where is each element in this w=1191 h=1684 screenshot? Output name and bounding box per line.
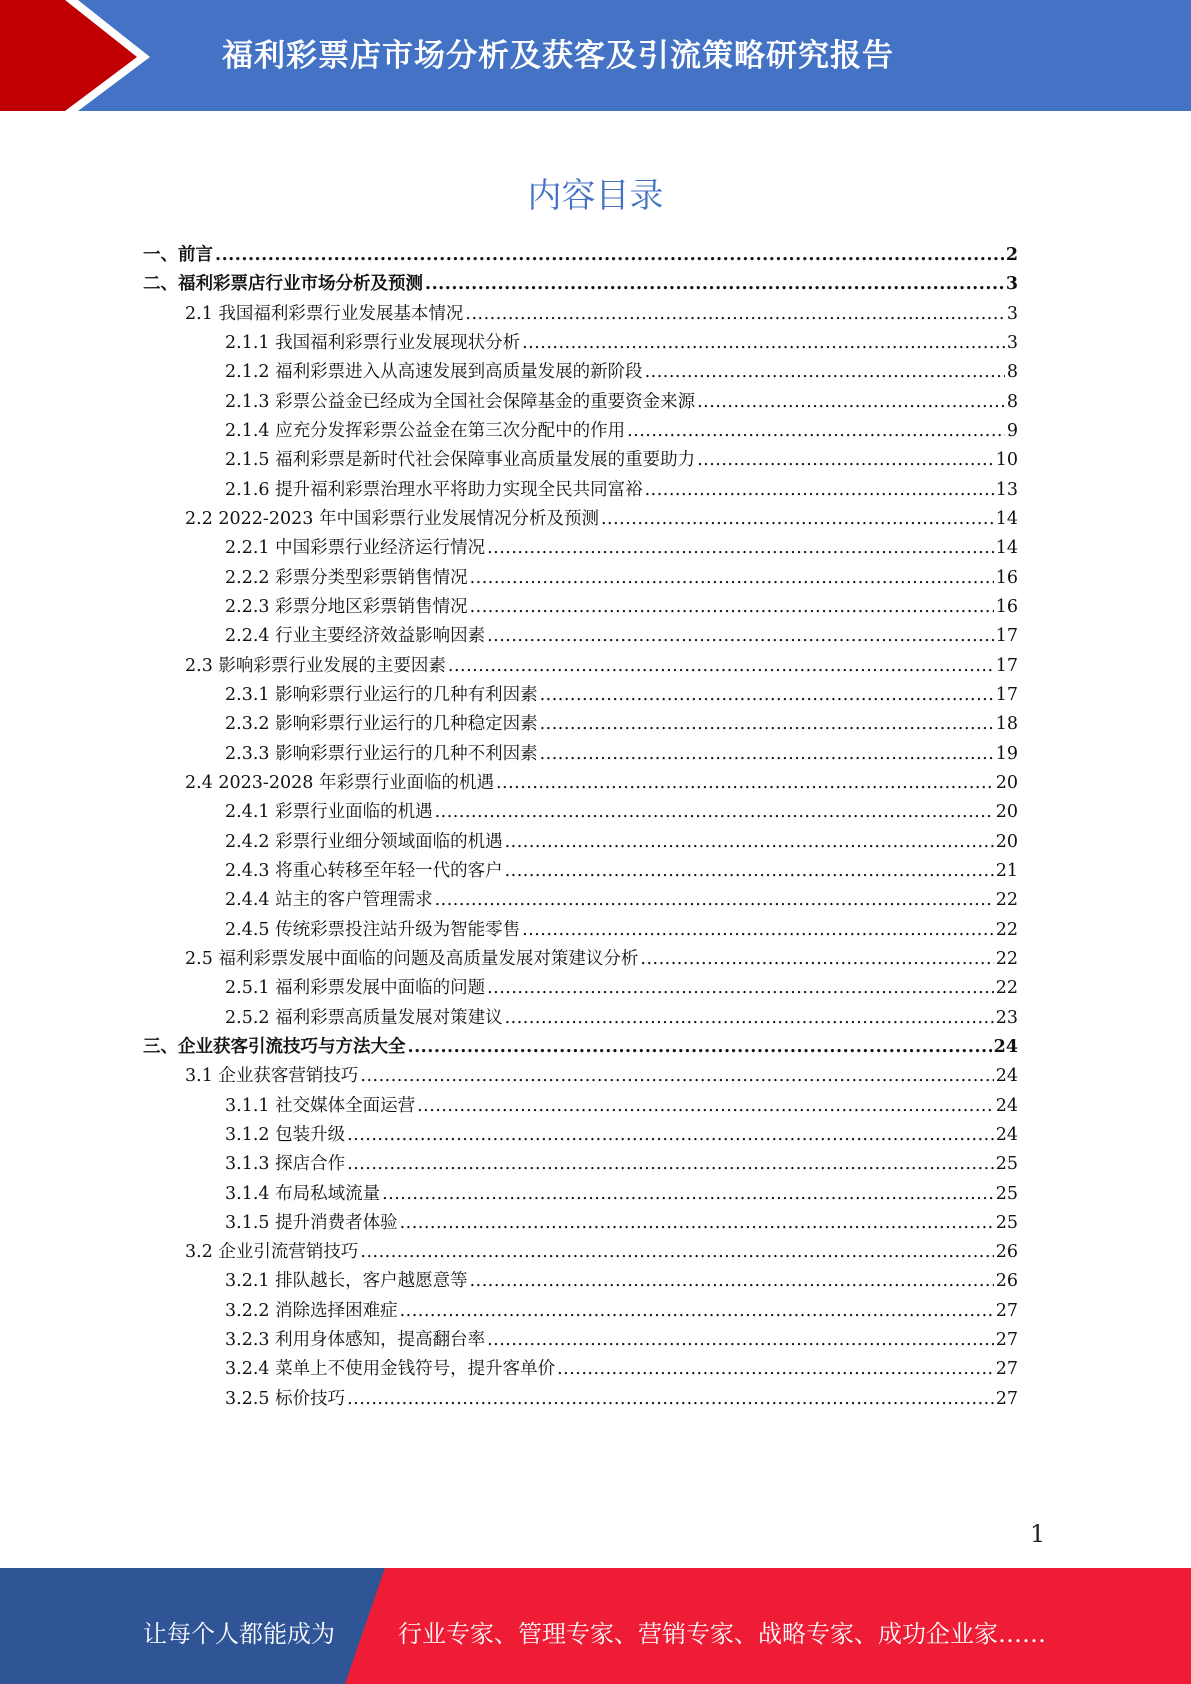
toc-leader-dots [540,714,994,734]
toc-entry-page: 22 [995,919,1018,940]
toc-entry-page: 24 [995,1095,1018,1116]
toc-entry[interactable] [143,505,1018,534]
toc-entry-label: 2.3.3 影响彩票行业运行的几种不利因素 [225,743,538,764]
header-arrow-decoration [0,0,160,111]
toc-entry-label: 2.4.2 彩票行业细分领域面临的机遇 [225,831,503,852]
toc-entry-page: 17 [995,655,1018,676]
toc-leader-dots [435,802,994,822]
toc-entry-page: 3 [1006,303,1018,324]
toc-entry-label: 三、企业获客引流技巧与方法大全 [143,1036,406,1057]
toc-entry[interactable] [143,945,1018,974]
toc-entry-page: 20 [995,831,1018,852]
toc-entry-label: 2.5.2 福利彩票高质量发展对策建议 [225,1007,503,1028]
toc-entry-label: 2.2.1 中国彩票行业经济运行情况 [225,538,486,559]
toc-leader-dots [215,245,1004,265]
toc-entry-page: 22 [995,948,1018,969]
toc-entry-label: 3.2 企业引流营销技巧 [185,1242,359,1263]
toc-leader-dots [382,1184,994,1204]
toc-entry-page: 17 [995,684,1018,705]
toc-entry-page: 16 [995,596,1018,617]
toc-entry-page: 17 [995,626,1018,647]
toc-leader-dots [408,1037,992,1057]
toc-leader-dots [505,1008,994,1028]
toc-entry-label: 3.1 企业获客营销技巧 [185,1066,359,1087]
page-number: 1 [1030,1520,1046,1548]
page-footer [0,1568,1191,1684]
toc-leader-dots [470,1271,994,1291]
toc-leader-dots [435,890,994,910]
toc-leader-dots [645,362,1005,382]
toc-entry[interactable] [143,1033,1018,1062]
toc-entry[interactable] [143,1062,1018,1091]
toc-entry-page: 22 [995,890,1018,911]
toc-entry-page: 26 [995,1242,1018,1263]
toc-entry-label: 2.3.1 影响彩票行业运行的几种有利因素 [225,684,538,705]
toc-entry-label: 3.1.5 提升消费者体验 [225,1212,398,1233]
toc-entry[interactable] [143,564,1018,593]
toc-leader-dots [470,597,994,617]
toc-entry[interactable] [143,593,1018,622]
toc-entry-page: 24 [993,1036,1018,1057]
toc-entry[interactable] [143,1092,1018,1121]
toc-entry-label: 2.3.2 影响彩票行业运行的几种稳定因素 [225,714,538,735]
toc-leader-dots [360,1242,993,1262]
toc-entry[interactable] [143,886,1018,915]
toc-entry-page: 27 [995,1388,1018,1409]
toc-leader-dots [487,626,994,646]
toc-leader-dots [540,744,994,764]
toc-leader-dots [522,333,1005,353]
toc-leader-dots [557,1359,994,1379]
toc-entry-label: 2.3 影响彩票行业发展的主要因素 [185,655,446,676]
toc-entry-label: 2.5.1 福利彩票发展中面临的问题 [225,978,486,999]
toc-entry-page: 13 [995,479,1018,500]
toc-leader-dots [487,538,994,558]
toc-entry-label: 3.2.5 标价技巧 [225,1388,346,1409]
toc-entry[interactable] [143,446,1018,475]
toc-entry[interactable] [143,534,1018,563]
toc-entry-label: 3.2.3 利用身体感知，提高翻台率 [225,1330,486,1351]
toc-entry[interactable] [143,1385,1018,1414]
toc-entry-page: 8 [1006,362,1018,383]
toc-leader-dots [470,568,994,588]
toc-entry-label: 3.2.1 排队越长，客户越愿意等 [225,1271,468,1292]
toc-entry-label: 2.4.1 彩票行业面临的机遇 [225,802,433,823]
toc-entry-page: 22 [995,978,1018,999]
toc-entry-label: 2.2.2 彩票分类型彩票销售情况 [225,567,468,588]
toc-leader-dots [540,685,994,705]
toc-leader-dots [360,1066,993,1086]
toc-entry-label: 2.2 2022-2023 年中国彩票行业发展情况分析及预测 [185,508,599,529]
toc-entry[interactable] [143,1121,1018,1150]
toc-entry-page: 21 [995,860,1018,881]
toc-entry-page: 25 [995,1183,1018,1204]
toc-entry-page: 24 [995,1124,1018,1145]
toc-leader-dots [425,274,1004,294]
toc-entry[interactable] [143,769,1018,798]
toc-entry[interactable] [143,857,1018,886]
toc-entry[interactable] [143,916,1018,945]
toc-entry[interactable] [143,740,1018,769]
toc-entry-page: 23 [995,1007,1018,1028]
toc-entry-label: 3.2.2 消除选择困难症 [225,1300,398,1321]
toc-entry-page: 25 [995,1212,1018,1233]
toc-entry[interactable] [143,798,1018,827]
toc-leader-dots [522,920,994,940]
toc-entry-page: 14 [995,508,1018,529]
toc-leader-dots [347,1389,994,1409]
toc-entry-label: 2.1.5 福利彩票是新时代社会保障事业高质量发展的重要助力 [225,450,696,471]
toc-entry-page: 20 [995,802,1018,823]
toc-entry[interactable] [143,358,1018,387]
toc-entry-label: 一、前言 [143,245,213,265]
toc-entry-page: 14 [995,538,1018,559]
toc-entry[interactable] [143,622,1018,651]
toc-entry[interactable] [143,241,1018,270]
toc-entry[interactable] [143,1355,1018,1384]
toc-entry[interactable] [143,417,1018,446]
toc-entry-page: 16 [995,567,1018,588]
toc-leader-dots [697,450,994,470]
toc-entry[interactable] [143,974,1018,1003]
toc-entry-page: 9 [1006,420,1018,441]
toc-entry-label: 2.5 福利彩票发展中面临的问题及高质量发展对策建议分析 [185,948,639,969]
toc-entry-label: 2.1 我国福利彩票行业发展基本情况 [185,303,464,324]
toc-leader-dots [505,832,994,852]
toc-entry-label: 3.1.3 探店合作 [225,1154,346,1175]
toc-entry-label: 2.2.4 行业主要经济效益影响因素 [225,626,486,647]
toc-entry-label: 2.2.3 彩票分地区彩票销售情况 [225,596,468,617]
toc-leader-dots [645,480,994,500]
toc-leader-dots [417,1096,994,1116]
toc-entry[interactable] [143,1180,1018,1209]
footer-slogan-right: 行业专家、管理专家、营销专家、战略专家、成功企业家…… [398,1620,1046,1648]
toc-entry-label: 2.4.4 站主的客户管理需求 [225,890,433,911]
toc-leader-dots [496,773,994,793]
toc-entry-label: 2.4.3 将重心转移至年轻一代的客户 [225,860,503,881]
toc-entry-page: 24 [995,1066,1018,1087]
toc-leader-dots [400,1213,994,1233]
toc-entry-label: 2.1.6 提升福利彩票治理水平将助力实现全民共同富裕 [225,479,643,500]
toc-entry-page: 27 [995,1300,1018,1321]
toc-entry[interactable] [143,1150,1018,1179]
toc-entry-page: 3 [1006,332,1018,353]
page-header [0,0,1191,111]
toc-heading: 内容目录 [527,176,664,216]
toc-entry-page: 2 [1005,245,1018,265]
toc-entry[interactable] [143,1004,1018,1033]
toc-leader-dots [465,304,1004,324]
toc-entry-page: 20 [995,772,1018,793]
toc-entry-page: 8 [1006,391,1018,412]
toc-leader-dots [640,949,993,969]
toc-entry-label: 2.4 2023-2028 年彩票行业面临的机遇 [185,772,494,793]
toc-entry[interactable] [143,388,1018,417]
toc-entry[interactable] [143,652,1018,681]
toc-entry[interactable] [143,1238,1018,1267]
toc-entry-page: 27 [995,1330,1018,1351]
footer-slogan-left: 让每个人都能成为 [143,1620,335,1648]
toc-entry-label: 3.1.2 包装升级 [225,1124,346,1145]
toc-entry[interactable] [143,1209,1018,1238]
toc-entry[interactable] [143,476,1018,505]
toc-leader-dots [347,1125,994,1145]
toc-leader-dots [505,861,994,881]
toc-entry[interactable] [143,681,1018,710]
toc-entry-page: 3 [1005,274,1018,295]
toc-entry[interactable] [143,1297,1018,1326]
toc-entry[interactable] [143,1267,1018,1296]
toc-entry-page: 25 [995,1154,1018,1175]
toc-entry-label: 二、福利彩票店行业市场分析及预测 [143,274,423,295]
toc-entry[interactable] [143,300,1018,329]
toc-entry-label: 2.1.4 应充分发挥彩票公益金在第三次分配中的作用 [225,420,626,441]
toc-entry-label: 3.1.4 布局私域流量 [225,1183,381,1204]
toc-leader-dots [487,1330,994,1350]
toc-entry-label: 3.2.4 菜单上不使用金钱符号，提升客单价 [225,1359,556,1380]
toc-entry-label: 3.1.1 社交媒体全面运营 [225,1095,416,1116]
toc-entry-label: 2.1.3 彩票公益金已经成为全国社会保障基金的重要资金来源 [225,391,696,412]
toc-entry[interactable] [143,270,1018,299]
toc-leader-dots [697,392,1005,412]
report-title: 福利彩票店市场分析及获客及引流策略研究报告 [222,38,894,74]
toc-leader-dots [601,509,994,529]
toc-entry-page: 19 [995,743,1018,764]
toc-entry-page: 26 [995,1271,1018,1292]
toc-entry-label: 2.4.5 传统彩票投注站升级为智能零售 [225,919,521,940]
toc-entry-label: 2.1.2 福利彩票进入从高速发展到高质量发展的新阶段 [225,362,643,383]
toc-leader-dots [448,656,994,676]
toc-entry-page: 18 [995,714,1018,735]
toc-leader-dots [347,1154,994,1174]
toc-entry-page: 27 [995,1359,1018,1380]
toc-entry[interactable] [143,1326,1018,1355]
toc-entry[interactable] [143,329,1018,358]
toc-entry[interactable] [143,828,1018,857]
toc-entry-label: 2.1.1 我国福利彩票行业发展现状分析 [225,332,521,353]
toc-leader-dots [400,1301,994,1321]
toc-leader-dots [627,421,1005,441]
toc-leader-dots [487,978,994,998]
toc-entry-page: 10 [995,450,1018,471]
table-of-contents [143,241,1018,1414]
toc-entry[interactable] [143,710,1018,739]
